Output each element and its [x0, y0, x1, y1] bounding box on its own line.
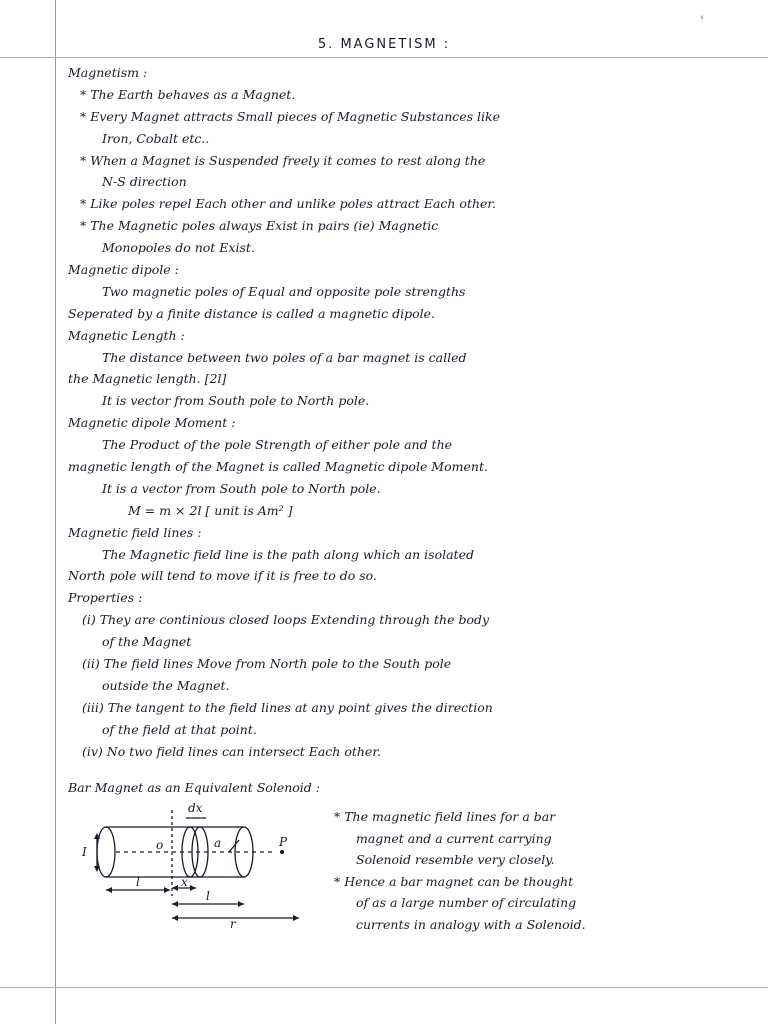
label-l-right: l — [206, 889, 210, 903]
page-title: 5. MAGNETISM : — [317, 37, 451, 52]
property-line: (iii) The tangent to the field lines at any point gives the direction — [82, 699, 493, 715]
magnetism-line: Iron, Cobalt etc.. — [102, 130, 210, 146]
magnetism-line: * When a Magnet is Suspended freely it comes to rest along the — [80, 152, 486, 168]
radius-a-line — [229, 840, 239, 852]
magnetism-line: Monopoles do not Exist. — [102, 240, 255, 256]
header-rule — [0, 57, 768, 58]
length-line: the Magnetic length. [2l] — [68, 371, 227, 387]
property-line: outside the Magnet. — [102, 677, 230, 693]
point-p — [280, 850, 284, 854]
dipole-line: Two magnetic poles of Equal and opposite pole strengths — [102, 283, 466, 299]
field-lines-line: The Magnetic field line is the path along which an isolated — [102, 546, 474, 562]
magnetism-line: * The Earth behaves as a Magnet. — [80, 86, 296, 102]
label-p: P — [279, 835, 288, 849]
property-line: (i) They are continious closed loops Extending through the body — [82, 612, 490, 628]
label-r: r — [230, 917, 236, 930]
field-lines-line: North pole will tend to move if it is free to do so. — [68, 568, 377, 584]
dipole-line: Seperated by a finite distance is called a magnetic dipole. — [68, 305, 436, 321]
moment-line: It is a vector from South pole to North pole. — [102, 480, 381, 496]
magnetism-line: N-S direction — [102, 174, 187, 190]
margin-line — [55, 0, 56, 1024]
arrowhead — [164, 887, 170, 893]
solenoid-note-line: currents in analogy with a Solenoid. — [356, 916, 586, 932]
length-line: The distance between two poles of a bar magnet is called — [102, 349, 467, 365]
label-l-left: l — [136, 875, 140, 889]
section-heading-moment: Magnetic dipole Moment : — [68, 415, 236, 431]
arrowhead — [190, 885, 196, 891]
arrowhead — [238, 901, 244, 907]
label-o: o — [156, 838, 164, 852]
solenoid-note-line: Solenoid resemble very closely. — [356, 852, 555, 867]
solenoid-notes — [334, 806, 754, 935]
moment-formula: M = m × 2l [ unit is Am² ] — [128, 502, 293, 518]
label-x: x — [181, 875, 188, 889]
arrowhead — [172, 915, 178, 921]
arrowhead — [293, 915, 299, 921]
magnetism-line: * The Magnetic poles always Exist in pairs (ie) Magnetic — [80, 218, 439, 234]
arrowhead — [172, 901, 178, 907]
footer-rule — [0, 987, 768, 988]
label-radius: I — [82, 845, 87, 859]
solenoid-note-line: of as a large number of circulating — [356, 895, 577, 910]
notes-body — [68, 62, 758, 798]
solenoid-diagram — [64, 800, 314, 930]
property-line: (iv) No two field lines can intersect Each other. — [82, 743, 381, 759]
margin-mark: ' — [700, 14, 704, 30]
magnetism-line: * Every Magnet attracts Small pieces of Magnetic Substances like — [80, 108, 501, 124]
section-heading-length: Magnetic Length : — [68, 327, 185, 343]
cylinder-left-end — [97, 827, 115, 877]
section-heading-field-lines: Magnetic field lines : — [68, 524, 202, 540]
section-heading-solenoid: Bar Magnet as an Equivalent Solenoid : — [68, 779, 320, 795]
arrowhead — [106, 887, 112, 893]
section-heading-properties: Properties : — [68, 590, 143, 606]
arrowhead — [172, 885, 178, 891]
section-heading-magnetism: Magnetism : — [68, 65, 148, 80]
magnetism-line: * Like poles repel Each other and unlike poles attract Each other. — [80, 196, 496, 212]
solenoid-note-line: * Hence a bar magnet can be thought — [334, 873, 574, 889]
solenoid-note-line: * The magnetic field lines for a bar — [334, 809, 556, 824]
solenoid-note-line: magnet and a current carrying — [356, 830, 552, 846]
property-line: (ii) The field lines Move from North pole to the South pole — [82, 656, 452, 672]
property-line: of the Magnet — [102, 634, 192, 650]
section-heading-dipole: Magnetic dipole : — [68, 262, 179, 278]
label-a: a — [214, 836, 222, 850]
length-line: It is vector from South pole to North pole. — [102, 393, 370, 409]
moment-line: magnetic length of the Magnet is called Magnetic dipole Moment. — [68, 459, 488, 475]
property-line: of the field at that point. — [102, 721, 257, 737]
label-dx: dx — [188, 801, 203, 815]
moment-line: The Product of the pole Strength of either pole and the — [102, 437, 453, 453]
